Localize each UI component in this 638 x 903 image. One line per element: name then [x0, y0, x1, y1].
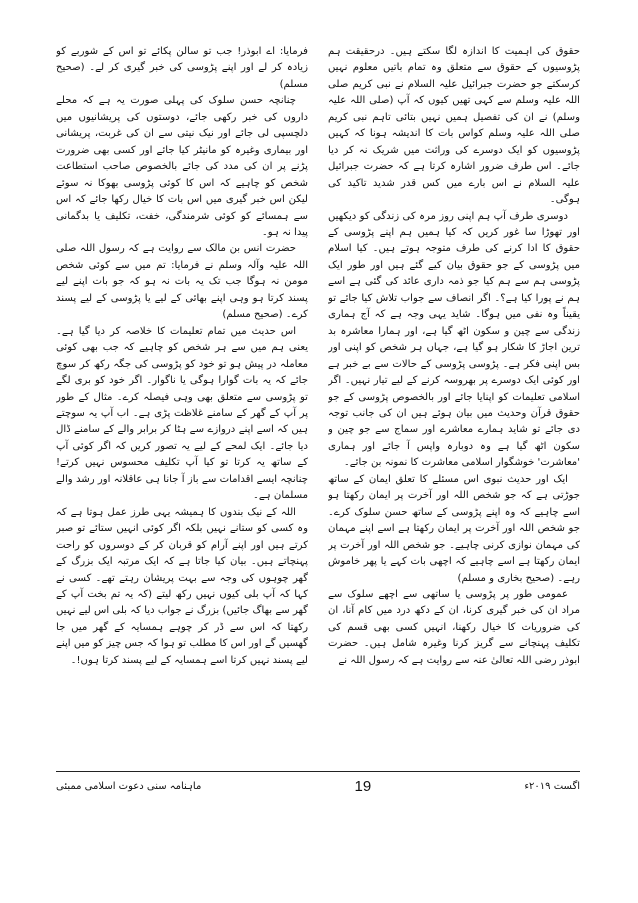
issue-date: اگست ۲۰۱۹ء [524, 780, 580, 792]
paragraph: ایک اور حدیث نبوی اس مسئلے کا تعلق ایمان کے ساتھ جوڑتی ہے کہ جو شخص اللہ اور آخرت پر ایمان رکھتا ہو اسے چاہیے کہ وہ اپنے پڑوسی کے ساتھ حسن سلوک کرے۔ جو شخص اللہ اور آخرت پر ایمان رکھتا ہے اسے اپنے مہمان کی مہمان نوازی کرنی چاہیے۔ جو شخص اللہ اور آخرت پر ایمان رکھتا ہے اسے چاہیے کہ اچھی بات کہے یا پھر خاموش رہے۔ (صحیح بخاری و مسلم) [328, 473, 580, 584]
left-column [56, 44, 308, 764]
right-column [328, 44, 580, 764]
paragraph: دوسری طرف آپ ہم اپنی روز مرہ کی زندگی کو دیکھیں اور تھوڑا سا غور کریں کہ کیا ہمیں ہم اپنے پڑوسی کے حقوق کا ادا کرنے کی طرف متوجہ ہوتے ہیں۔ کیا اسلام میں پڑوسی کے جو حقوق بیان کیے گئے ہیں اور طور ایک پڑوسی ہم سے ہم کیا جو ذمہ داری عائد کی گئی ہے اسے ہم نے پورا کیا ہے؟۔ اگر انصاف سے جواب تلاش کیا جائے تو یقیناً وہ نفی میں ہوگا۔ شاید یہی وجہ ہے کہ آج ہماری زندگی سے چین و سکون اٹھ گیا ہے، اور ہمارا معاشرہ بد ترین اجاڑ کا شکار ہو گیا ہے، جہاں ہر شخص کو اپنی اور بس اپنی فکر ہے۔ پڑوسی پڑوسی کے حالات سے بے خبر ہے اور کوئی ایک دوسرے پر بھروسہ کرنے کے لیے تیار نہیں۔ اگر اسلامی تعلیمات کو اپنایا جائے اور بالخصوص پڑوسی کے جو حقوق قرآن وحدیث میں بیان ہوئے ہیں ان کی جانب توجہ دی جائے تو شاید ہمارے معاشرے اور سماج سے جو چین و سکون اٹھ گیا ہے وہ دوبارہ واپس آ جائے اور ہماری 'معاشرت' خوشگوار اسلامی معاشرت کا نمونہ بن جائے۔ [328, 210, 580, 469]
paragraph: حقوق کی اہمیت کا اندازہ لگا سکتے ہیں۔ درحقیقت ہم پڑوسیوں کے حقوق سے متعلق وہ تمام باتیں معلوم نہیں کرسکتے جو حضرت جبرائیل علیہ السلام نے نبی کریم صلی اللہ علیہ وسلم سے کہی تھیں کیوں کہ آپ (صلی اللہ علیہ وسلم) نے ان کی تفصیل ہمیں نہیں بتائی تاہم نبی کریم صلی اللہ علیہ وسلم کواس بات کا اندیشہ ہونا کہ کہیں پڑوسیوں کو ایک دوسرے کی وراثت میں شریک نہ کر دیا جائے۔ اس طرف ضرور اشارہ کرتا ہے کہ حضرت جبرائیل علیہ السلام نے اس بارے میں کس قدر شدید تاکید کی ہوگی۔ [328, 46, 580, 206]
magazine-name: ماہنامہ سنی دعوت اسلامی ممبئی [56, 780, 202, 792]
paragraph: حضرت انس بن مالک سے روایت ہے کہ رسول اللہ صلی اللہ علیہ وآلہ وسلم نے فرمایا: تم میں سے کوئی شخص مومن نہ ہوگا جب تک یہ بات نہ ہو کہ جو بات اپنے لیے پسند کرتا ہو وہی اپنے بھائی کے لیے یا پڑوسی کے لیے پسند کرے۔ (صحیح مسلم) [56, 243, 308, 321]
paragraph: عمومی طور پر پڑوسی یا ساتھی سے اچھے سلوک سے مراد ان کی خبر گیری کرنا، ان کے دکھ درد میں کام آنا، ان کی ضروریات کا خیال رکھنا، انہیں کسی بھی قسم کی تکلیف پہنچانے سے گریز کرنا وغیرہ شامل ہیں۔ حضرت ابوذر رضی اللہ تعالیٰ عنہ سے روایت ہے کہ رسول اللہ نے [328, 588, 580, 666]
paragraph: فرمایا: اے ابوذر! جب تو سالن پکائے تو اس کے شوربے کو زیادہ کر لے اور اپنے پڑوسی کی خبر گیری کر لے۔ (صحیح مسلم) [56, 46, 308, 90]
paragraph: اللہ کے نیک بندوں کا ہمیشہ یہی طرز عمل ہوتا ہے کہ وہ کسی کو ستانے نہیں بلکہ اگر کوئی انہیں ستائے تو صبر کرتے ہیں اور اپنے آرام کو قربان کر کے دوسروں کو راحت پہنچاتے ہیں۔ بیان کیا جاتا ہے کہ ایک مرتبہ ایک بزرگ کے گھر چوہوں کی وجہ سے بہت پریشان رہتے تھے۔ کسی نے کہا کہ آپ بلی کیوں نہیں رکھ لیتے (کہ یہ تم بخت آپ کے گھر سے بھاگ جائیں) بزرگ نے جواب دیا کہ بلی اس لیے نہیں رکھتا کہ اس سے ڈر کر چوہے ہمسایہ کے گھر میں جا گھسیں گے اور اس کا مطلب تو ہوا کہ جس چیز کو میں اپنے لیے پسند نہیں کرتا اسے ہمسایہ کے لیے پسند کرتا ہوں!۔ [56, 506, 308, 666]
text-columns [56, 44, 580, 764]
paragraph: چنانچہ حسن سلوک کی پہلی صورت یہ ہے کہ محلے داروں کی خبر رکھی جائے، دوستوں کی پریشانیوں میں دلچسپی لی جائے اور نیک نیتی سے ان کی غربت، پریشانی اور بیماری وغیرہ کو مانیٹر کیا جائے اور کسی بھی ضرورت پڑنے پر ان کی مدد کی جائے بالخصوص صاحب استطاعت شخص کو چاہیے کہ اس کا کوئی پڑوسی بھوکا نہ سوئے لیکن اس خبر گیری میں اس بات کا خیال رکھا جائے کہ اس سے ہمسائے کو کوئی شرمندگی، خفت، تکلیف یا بدگمانی پیدا نہ ہو۔ [56, 95, 308, 238]
page-number: 19 [354, 777, 372, 795]
page-footer [56, 776, 580, 796]
paragraph: اس حدیث میں تمام تعلیمات کا خلاصہ کر دیا گیا ہے۔ یعنی ہم میں سے ہر شخص کو چاہیے کہ جب بھی کوئی معاملہ در پیش ہو تو خود کو پڑوسی کی جگہ رکھ کر سوچ جائے کہ یہ بات گوارا ہوگی یا ناگوار۔ اگر خود کو بری لگے تو پڑوسی سے متعلق بھی وہی فیصلہ کرے۔ مثال کے طور پر آپ کے گھر کے سامنے غلاظت پڑی ہے۔ اب آپ یہ سوچتے ہیں کہ اسے اپنے دروازے سے ہٹا کر برابر والے کے سامنے ڈال دیا جائے۔ ایک لمحے کے لیے یہ تصور کریں کہ اگر کوئی آپ کے ساتھ یہ کرتا تو کیا آپ تکلیف محسوس نہیں کرتے! چنانچہ ایسے اقدامات سے باز آ جانا ہی عاقلانہ اور رشد والے مسلمان ہے۔ [56, 325, 308, 502]
footer-divider [56, 771, 580, 772]
